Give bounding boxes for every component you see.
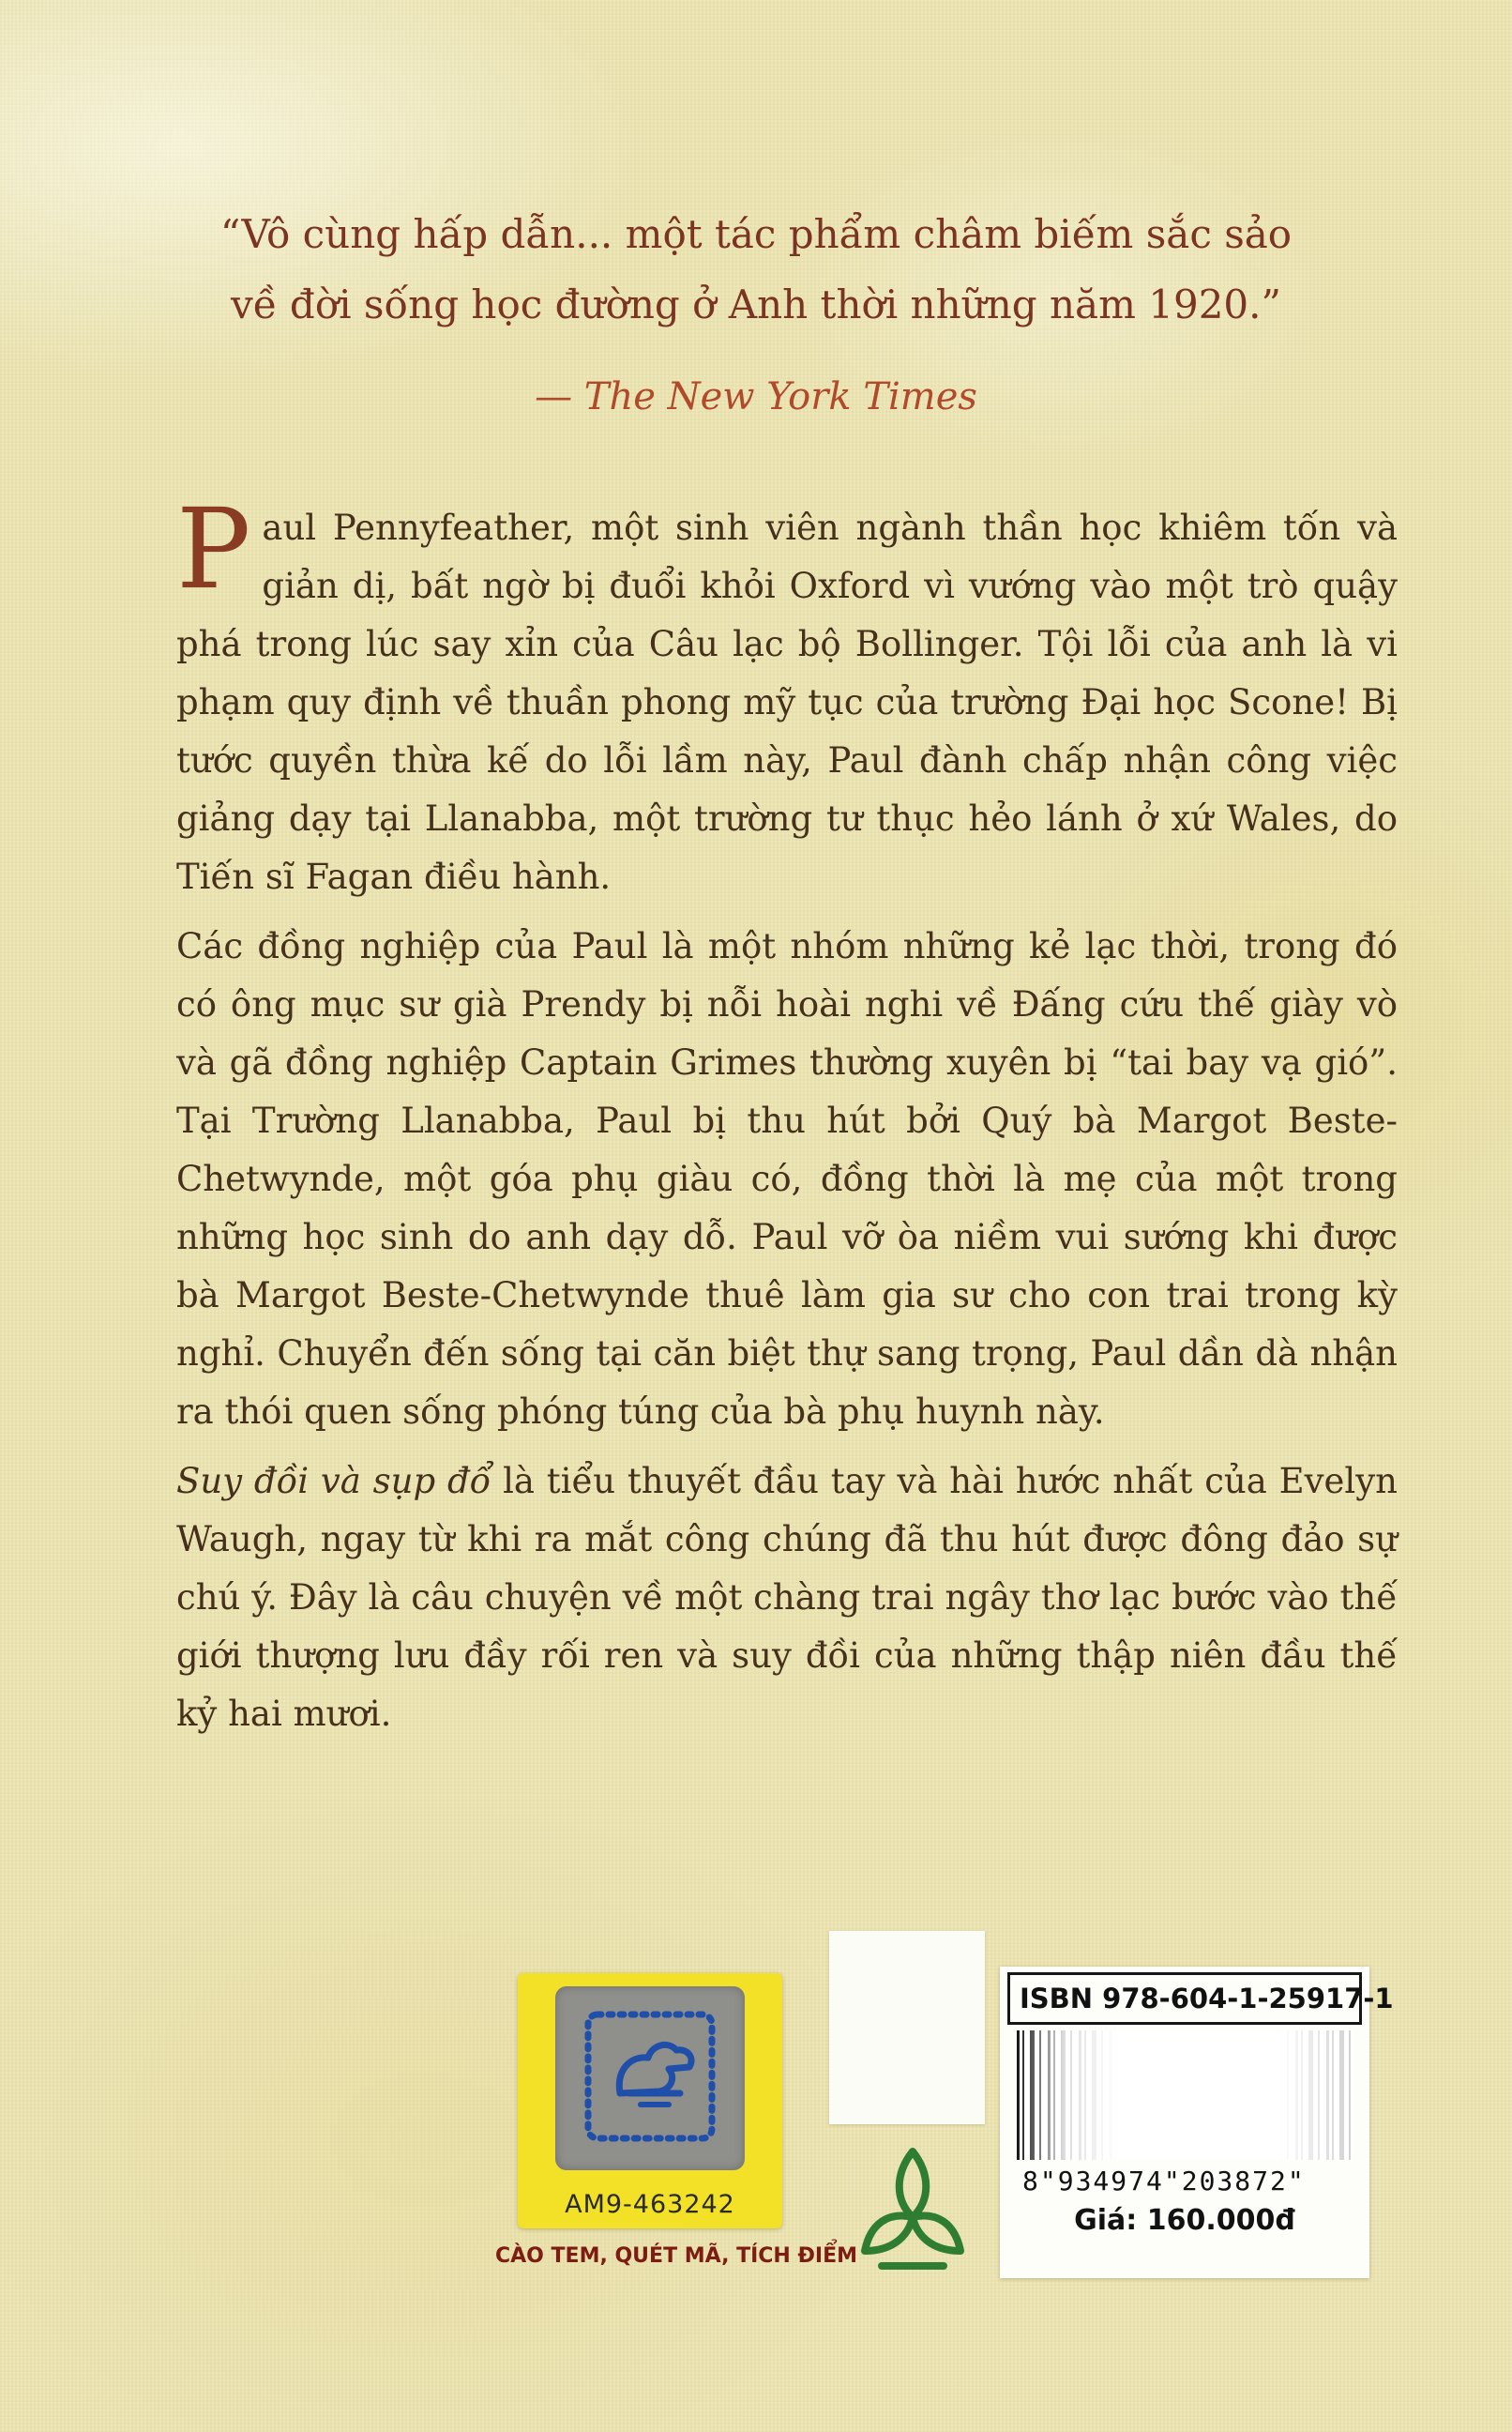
loyalty-scratch-sticker (518, 1973, 782, 2228)
synopsis-paragraph-3 (176, 1452, 1398, 1743)
barcode-number: 8"934974"203872" (1022, 2166, 1306, 2196)
review-quote-attribution: — The New York Times (535, 375, 977, 418)
anti-counterfeit-stamp (555, 1986, 745, 2170)
synopsis-text (176, 484, 1399, 1755)
publisher-leaf-logo-icon (842, 2142, 983, 2281)
blank-white-sticker (829, 1931, 985, 2124)
dropcap-letter: P (176, 484, 251, 614)
isbn-label: ISBN 978-604-1-25917-1 (1007, 1972, 1362, 2025)
review-quote-line-1: “Vô cùng hấp dẫn... một tác phẩm châm biếm sắc sảo (219, 211, 1293, 257)
synopsis-paragraph-3-text: là tiểu thuyết đầu tay và hài hước nhất của Evelyn Waugh, ngay từ khi ra mắt công chúng đã thu hút được đông đảo sự chú ý. Đây là câu chuyện về một chàng trai ngây thơ lạc bước vào thế giới thượng lưu đầy rối ren và suy đồi của những thập niên đầu thế kỷ hai mươi. (176, 1461, 1399, 1734)
publisher-logo (838, 2141, 988, 2282)
barcode-wash-overlay (1017, 2030, 1353, 2160)
synopsis-paragraph-1 (176, 484, 1398, 906)
barcode (1017, 2030, 1353, 2160)
book-title-italic: Suy đồi và sụp đổ (176, 1461, 491, 1501)
synopsis-paragraph-2: Các đồng nghiệp của Paul là một nhóm những kẻ lạc thời, trong đó có ông mục sư già Prendy bị nỗi hoài nghi về Đấng cứu thế giày vò và gã đồng nghiệp Captain Grimes thường xuyên bị “tai bay vạ gió”. Tại Trường Llanabba, Paul bị thu hút bởi Quý bà Margot Beste-Chetwynde, một góa phụ giàu có, đồng thời là mẹ của một trong những học sinh do anh dạy dỗ. Paul vỡ òa niềm vui sướng khi được bà Margot Beste-Chetwynde thuê làm gia sư cho con trai trong kỳ nghỉ. Chuyển đến sống tại căn biệt thự sang trọng, Paul dần dà nhận ra thói quen sống phóng túng của bà phụ huynh này. (176, 926, 1398, 1432)
review-quote (156, 199, 1356, 433)
anti-counterfeit-stamp-icon (575, 2003, 725, 2153)
loyalty-sticker-code: AM9-463242 (565, 2190, 735, 2219)
review-quote-line-2: về đời sống học đường ở Anh thời những năm 1920.” (231, 281, 1281, 327)
loyalty-sticker-caption: CÀO TEM, QUÉT MÃ, TÍCH ĐIỂM (495, 2244, 858, 2268)
isbn-sticker (1000, 1967, 1394, 2278)
synopsis-paragraph-1-text: aul Pennyfeather, một sinh viên ngành thần học khiêm tốn và giản dị, bất ngờ bị đuổi khỏi Oxford vì vướng vào một trò quậy phá trong lúc say xỉn của Câu lạc bộ Bollinger. Tội lỗi của anh là vi phạm quy định về thuần phong mỹ tục của trường Đại học Scone! Bị tước quyền thừa kế do lỗi lầm này, Paul đành chấp nhận công việc giảng dạy tại Llanabba, một trường tư thục hẻo lánh ở xứ Wales, do Tiến sĩ Fagan điều hành. (176, 508, 1398, 897)
price-label: Giá: 160.000đ (1074, 2204, 1295, 2237)
